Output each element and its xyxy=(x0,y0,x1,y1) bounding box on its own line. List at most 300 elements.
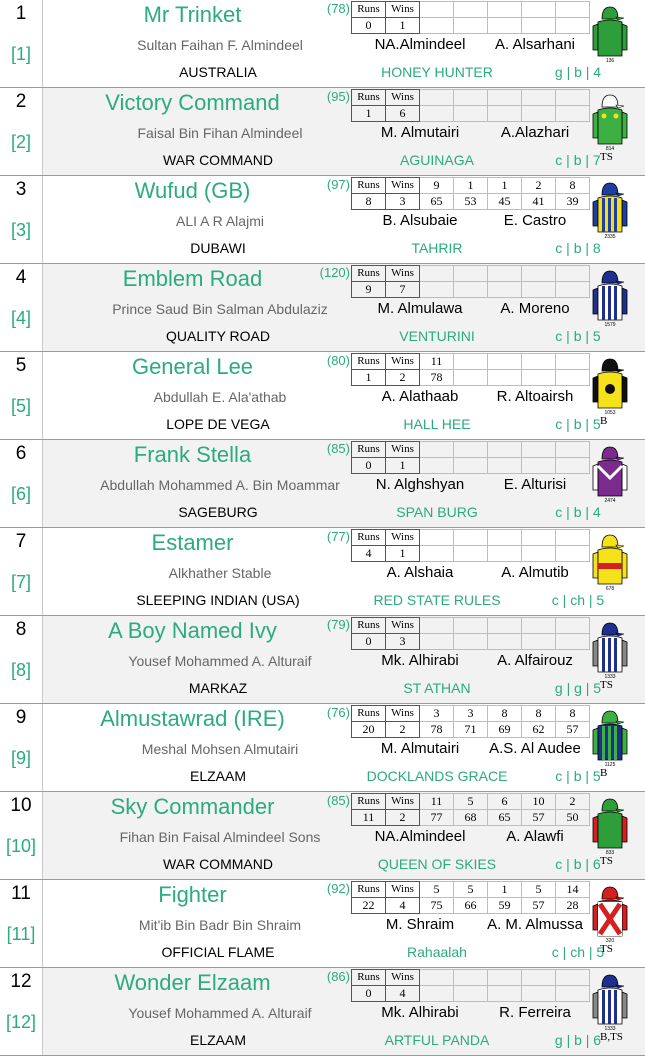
runs-header: Runs xyxy=(352,530,386,546)
horse-name[interactable]: Wufud (GB) xyxy=(134,178,251,203)
form-rating xyxy=(522,18,556,34)
wins-value: 1 xyxy=(386,458,420,474)
horse-rating: (92) xyxy=(326,881,350,896)
dam-name: AGUINAGA xyxy=(400,152,474,168)
horse-rating: (76) xyxy=(326,705,350,720)
form-position: 5 xyxy=(454,882,488,898)
draw-number: [9] xyxy=(10,748,31,768)
runner-row[interactable] xyxy=(0,0,645,88)
form-position: 5 xyxy=(420,882,454,898)
runs-header: Runs xyxy=(352,618,386,634)
form-rating: 71 xyxy=(454,722,488,738)
jockey-silks-icon xyxy=(590,268,630,328)
runner-details xyxy=(43,264,645,351)
form-rating: 66 xyxy=(454,898,488,914)
runner-row[interactable] xyxy=(0,176,645,264)
jockey-name[interactable]: M. Almutairi xyxy=(380,740,460,757)
draw-number: [8] xyxy=(10,660,31,680)
form-rating: 45 xyxy=(488,194,522,210)
wins-header: Wins xyxy=(386,970,420,986)
draw-number: [7] xyxy=(10,572,31,592)
runner-row[interactable] xyxy=(0,880,645,968)
wins-header: Wins xyxy=(386,794,420,810)
sex-colour-age: c | b | 8 xyxy=(555,240,601,256)
form-rating xyxy=(522,370,556,386)
form-rating xyxy=(488,18,522,34)
equipment-code: B xyxy=(600,415,608,427)
svg-text:814: 814 xyxy=(605,146,615,152)
form-rating xyxy=(454,282,488,298)
wins-header: Wins xyxy=(386,266,420,282)
form-rating: 28 xyxy=(556,898,590,914)
form-position xyxy=(522,354,556,370)
jockey-name[interactable]: NA.Almindeel xyxy=(374,828,466,845)
trainer-name[interactable]: R. Altoairsh xyxy=(496,388,574,405)
horse-name[interactable]: Fighter xyxy=(158,882,227,907)
dam-name: SPAN BURG xyxy=(396,504,478,520)
jockey-silks xyxy=(590,620,630,680)
jockey-name[interactable]: A. Alshaia xyxy=(386,564,454,581)
form-rating xyxy=(454,634,488,650)
wins-header: Wins xyxy=(386,2,420,18)
runs-value: 8 xyxy=(352,194,386,210)
sex-colour-age: g | g | 5 xyxy=(554,680,602,696)
jockey-name[interactable]: Mk. Alhirabi xyxy=(381,652,459,669)
sire-name: DUBAWI xyxy=(190,240,246,256)
form-rating xyxy=(454,370,488,386)
runner-row[interactable] xyxy=(0,440,645,528)
wins-header: Wins xyxy=(386,706,420,722)
dam-name: RED STATE RULES xyxy=(373,592,501,608)
jockey-silks-icon xyxy=(590,620,630,680)
sire-name: MARKAZ xyxy=(188,680,248,696)
horse-rating: (86) xyxy=(326,969,350,984)
sire-name: AUSTRALIA xyxy=(179,64,257,80)
saddle-cloth-number: 11 xyxy=(11,883,31,904)
form-position xyxy=(454,354,488,370)
jockey-silks xyxy=(590,884,630,944)
form-position: 11 xyxy=(420,354,454,370)
trainer-name[interactable]: A. Alfairouz xyxy=(497,652,573,669)
saddle-cloth-number: 8 xyxy=(15,619,27,640)
owner-name: ALI A R Alajmi xyxy=(176,213,264,229)
form-position xyxy=(420,970,454,986)
draw-number: [1] xyxy=(10,44,31,64)
svg-text:1579: 1579 xyxy=(604,322,616,328)
form-rating: 50 xyxy=(556,810,590,826)
jockey-silks-icon xyxy=(590,180,630,240)
jockey-silks xyxy=(590,356,630,416)
dam-name: HONEY HUNTER xyxy=(381,64,493,80)
jockey-silks-icon xyxy=(590,796,630,856)
runner-row[interactable] xyxy=(0,704,645,792)
jockey-silks xyxy=(590,708,630,768)
form-position xyxy=(454,530,488,546)
owner-name: Abdullah Mohammed A. Bin Moammar xyxy=(100,477,340,493)
svg-text:1333: 1333 xyxy=(604,1026,616,1032)
horse-name[interactable]: Emblem Road xyxy=(122,266,263,291)
form-rating xyxy=(488,370,522,386)
wins-value: 6 xyxy=(386,106,420,122)
horse-name[interactable]: Almustawrad (IRE) xyxy=(100,706,285,731)
svg-text:1125: 1125 xyxy=(604,762,616,768)
runs-header: Runs xyxy=(352,354,386,370)
form-position xyxy=(556,90,590,106)
owner-name: Yousef Mohammed A. Alturaif xyxy=(128,1005,312,1021)
form-position xyxy=(556,530,590,546)
form-rating: 62 xyxy=(522,722,556,738)
form-rating xyxy=(420,986,454,1002)
form-rating xyxy=(556,370,590,386)
draw-number: [12] xyxy=(5,1012,37,1032)
form-rating xyxy=(556,18,590,34)
wins-value: 1 xyxy=(386,18,420,34)
form-position xyxy=(522,970,556,986)
form-position xyxy=(488,90,522,106)
form-position: 8 xyxy=(556,706,590,722)
form-rating xyxy=(488,546,522,562)
trainer-name[interactable]: R. Ferreira xyxy=(499,1004,571,1021)
trainer-name[interactable]: E. Castro xyxy=(503,212,567,229)
horse-name[interactable]: General Lee xyxy=(131,354,254,379)
form-position: 3 xyxy=(420,706,454,722)
owner-name: Sultan Faihan F. Almindeel xyxy=(137,37,303,53)
form-rating xyxy=(556,986,590,1002)
runs-value: 9 xyxy=(352,282,386,298)
saddle-cloth-number: 9 xyxy=(15,707,27,728)
sex-colour-age: c | ch | 5 xyxy=(551,592,605,608)
form-rating xyxy=(556,634,590,650)
form-position xyxy=(556,354,590,370)
jockey-name[interactable]: NA.Almindeel xyxy=(374,36,466,53)
jockey-name[interactable]: M. Almutairi xyxy=(380,124,460,141)
trainer-name[interactable]: A.S. Al Audee xyxy=(489,740,581,757)
form-rating xyxy=(454,546,488,562)
form-position xyxy=(522,530,556,546)
form-rating: 75 xyxy=(420,898,454,914)
wins-value: 3 xyxy=(386,194,420,210)
sex-colour-age: c | b | 5 xyxy=(555,416,601,432)
form-position xyxy=(556,266,590,282)
wins-header: Wins xyxy=(386,882,420,898)
form-position: 3 xyxy=(454,706,488,722)
draw-number: [4] xyxy=(10,308,31,328)
svg-text:678: 678 xyxy=(605,586,615,592)
runs-header: Runs xyxy=(352,970,386,986)
svg-text:2474: 2474 xyxy=(604,498,616,504)
jockey-silks xyxy=(590,972,630,1032)
form-position xyxy=(420,90,454,106)
form-table xyxy=(351,353,590,386)
horse-rating: (78) xyxy=(326,1,350,16)
form-rating: 57 xyxy=(522,898,556,914)
sire-name: QUALITY ROAD xyxy=(166,328,270,344)
form-position xyxy=(488,2,522,18)
jockey-name[interactable]: M. Almulawa xyxy=(377,300,463,317)
sex-colour-age: c | b | 6 xyxy=(555,856,601,872)
runner-details xyxy=(43,528,645,615)
trainer-name[interactable]: E. Alturisi xyxy=(503,476,567,493)
runs-value: 0 xyxy=(352,634,386,650)
form-position: 8 xyxy=(522,706,556,722)
svg-text:2335: 2335 xyxy=(604,234,616,240)
form-rating xyxy=(420,458,454,474)
runs-value: 4 xyxy=(352,546,386,562)
equipment-code: TS xyxy=(600,943,613,955)
dam-name: ARTFUL PANDA xyxy=(384,1032,490,1048)
jockey-silks-icon xyxy=(590,708,630,768)
saddle-cloth-number: 6 xyxy=(15,443,27,464)
saddle-cloth-number: 2 xyxy=(15,91,27,112)
runner-details xyxy=(43,440,645,527)
runner-row[interactable] xyxy=(0,968,645,1056)
runs-header: Runs xyxy=(352,794,386,810)
runner-row[interactable] xyxy=(0,792,645,880)
trainer-name[interactable]: A. M. Almussa xyxy=(487,916,583,933)
sex-colour-age: c | b | 7 xyxy=(555,152,601,168)
owner-name: Meshal Mohsen Almutairi xyxy=(141,741,299,757)
form-position: 1 xyxy=(488,178,522,194)
wins-header: Wins xyxy=(386,90,420,106)
trainer-name[interactable]: A. Alsarhani xyxy=(494,36,576,53)
wins-header: Wins xyxy=(386,354,420,370)
sire-name: OFFICIAL FLAME xyxy=(161,944,275,960)
form-rating xyxy=(556,282,590,298)
trainer-name[interactable]: A. Almutib xyxy=(501,564,569,581)
horse-name[interactable]: Wonder Elzaam xyxy=(114,970,271,995)
jockey-silks-icon xyxy=(590,444,630,504)
form-rating xyxy=(488,634,522,650)
jockey-silks-icon xyxy=(590,92,630,152)
dam-name: ST ATHAN xyxy=(403,680,471,696)
runs-value: 11 xyxy=(352,810,386,826)
sire-name: SAGEBURG xyxy=(178,504,258,520)
wins-value: 4 xyxy=(386,986,420,1002)
jockey-name[interactable]: M. Shraim xyxy=(385,916,455,933)
form-rating xyxy=(420,18,454,34)
runner-row[interactable] xyxy=(0,528,645,616)
horse-rating: (97) xyxy=(326,177,350,192)
form-position xyxy=(556,442,590,458)
form-position xyxy=(522,2,556,18)
draw-number: [11] xyxy=(6,924,36,944)
runner-details xyxy=(43,352,645,439)
form-position xyxy=(488,442,522,458)
jockey-silks-icon xyxy=(590,972,630,1032)
draw-number: [5] xyxy=(10,396,31,416)
svg-text:320: 320 xyxy=(605,938,615,944)
runner-number-column xyxy=(0,792,43,879)
wins-value: 7 xyxy=(386,282,420,298)
owner-name: Abdullah E. Ala'athab xyxy=(153,389,287,405)
form-table xyxy=(351,89,590,122)
form-position: 6 xyxy=(488,794,522,810)
horse-name[interactable]: A Boy Named Ivy xyxy=(108,618,277,643)
sex-colour-age: c | b | 5 xyxy=(555,328,601,344)
runs-value: 0 xyxy=(352,986,386,1002)
form-position xyxy=(522,618,556,634)
dam-name: HALL HEE xyxy=(403,416,471,432)
form-table xyxy=(351,265,590,298)
form-position xyxy=(488,354,522,370)
sex-colour-age: c | ch | 5 xyxy=(551,944,605,960)
form-position: 1 xyxy=(454,178,488,194)
draw-number: [2] xyxy=(10,132,31,152)
sex-colour-age: c | b | 4 xyxy=(555,504,601,520)
form-rating xyxy=(454,106,488,122)
form-rating xyxy=(522,634,556,650)
horse-rating: (95) xyxy=(326,89,350,104)
sire-name: ELZAAM xyxy=(189,1032,246,1048)
form-position xyxy=(488,266,522,282)
form-rating xyxy=(420,282,454,298)
runs-header: Runs xyxy=(352,2,386,18)
form-table xyxy=(351,881,590,914)
sire-name: WAR COMMAND xyxy=(163,152,273,168)
saddle-cloth-number: 1 xyxy=(15,3,27,24)
wins-header: Wins xyxy=(386,178,420,194)
form-position xyxy=(522,442,556,458)
form-position: 1 xyxy=(488,882,522,898)
sire-name: ELZAAM xyxy=(189,768,246,784)
runs-value: 0 xyxy=(352,458,386,474)
form-position xyxy=(454,90,488,106)
form-position xyxy=(454,970,488,986)
form-rating xyxy=(522,458,556,474)
runner-details xyxy=(43,880,645,967)
dam-name: QUEEN OF SKIES xyxy=(377,856,497,872)
runner-row[interactable] xyxy=(0,88,645,176)
saddle-cloth-number: 3 xyxy=(15,179,27,200)
form-rating xyxy=(420,106,454,122)
form-position: 8 xyxy=(556,178,590,194)
form-table xyxy=(351,177,590,210)
runs-value: 0 xyxy=(352,18,386,34)
saddle-cloth-number: 7 xyxy=(15,531,27,552)
form-rating: 59 xyxy=(488,898,522,914)
runner-number-column xyxy=(0,968,43,1055)
svg-text:1333: 1333 xyxy=(604,674,616,680)
saddle-cloth-number: 5 xyxy=(15,355,27,376)
wins-value: 2 xyxy=(386,722,420,738)
jockey-name[interactable]: Mk. Alhirabi xyxy=(381,1004,459,1021)
trainer-name[interactable]: A. Moreno xyxy=(500,300,570,317)
jockey-silks xyxy=(590,92,630,152)
wins-value: 2 xyxy=(386,370,420,386)
form-rating xyxy=(488,282,522,298)
horse-name[interactable]: Mr Trinket xyxy=(143,2,242,27)
wins-header: Wins xyxy=(386,530,420,546)
jockey-name[interactable]: A. Alathaab xyxy=(381,388,459,405)
sire-name: WAR COMMAND xyxy=(163,856,273,872)
form-position xyxy=(454,2,488,18)
wins-value: 4 xyxy=(386,898,420,914)
horse-name[interactable]: Frank Stella xyxy=(133,442,252,467)
form-position: 2 xyxy=(556,794,590,810)
jockey-silks xyxy=(590,180,630,240)
form-rating: 77 xyxy=(420,810,454,826)
horse-name[interactable]: Estamer xyxy=(151,530,234,555)
form-rating xyxy=(488,458,522,474)
form-rating: 68 xyxy=(454,810,488,826)
runner-details xyxy=(43,968,645,1055)
equipment-code: B,TS xyxy=(600,1031,623,1043)
trainer-name[interactable]: A. Alawfi xyxy=(506,828,564,845)
draw-number: [3] xyxy=(10,220,31,240)
draw-number: [6] xyxy=(10,484,31,504)
owner-name: Yousef Mohammed A. Alturaif xyxy=(128,653,312,669)
runner-row[interactable] xyxy=(0,616,645,704)
form-rating: 78 xyxy=(420,370,454,386)
form-rating xyxy=(420,546,454,562)
dam-name: DOCKLANDS GRACE xyxy=(366,768,508,784)
trainer-name[interactable]: A.Alazhari xyxy=(500,124,570,141)
wins-header: Wins xyxy=(386,442,420,458)
sire-name: LOPE DE VEGA xyxy=(166,416,270,432)
form-rating: 57 xyxy=(556,722,590,738)
form-position xyxy=(488,970,522,986)
form-rating: 65 xyxy=(488,810,522,826)
runs-value: 1 xyxy=(352,370,386,386)
form-rating xyxy=(522,106,556,122)
runner-number-column xyxy=(0,352,43,439)
runs-value: 22 xyxy=(352,898,386,914)
saddle-cloth-number: 4 xyxy=(15,267,27,288)
form-position: 8 xyxy=(488,706,522,722)
runs-header: Runs xyxy=(352,882,386,898)
form-table xyxy=(351,529,590,562)
form-position xyxy=(420,442,454,458)
form-rating: 57 xyxy=(522,810,556,826)
horse-name[interactable]: Sky Commander xyxy=(110,794,275,819)
form-rating xyxy=(522,986,556,1002)
runner-number-column xyxy=(0,176,43,263)
runner-number-column xyxy=(0,88,43,175)
form-rating: 69 xyxy=(488,722,522,738)
jockey-name[interactable]: B. Alsubaie xyxy=(382,212,458,229)
equipment-code: TS xyxy=(600,151,613,163)
jockey-silks-icon xyxy=(590,532,630,592)
saddle-cloth-number: 10 xyxy=(10,795,32,816)
runner-details xyxy=(43,176,645,263)
form-table xyxy=(351,793,590,826)
sex-colour-age: c | b | 5 xyxy=(555,768,601,784)
svg-text:136: 136 xyxy=(605,58,615,64)
runner-row[interactable] xyxy=(0,264,645,352)
wins-value: 3 xyxy=(386,634,420,650)
jockey-name[interactable]: N. Alghshyan xyxy=(375,476,465,493)
owner-name: Alkhather Stable xyxy=(168,565,272,581)
form-table xyxy=(351,969,590,1002)
form-rating: 65 xyxy=(420,194,454,210)
form-rating xyxy=(556,106,590,122)
form-position xyxy=(556,618,590,634)
jockey-silks xyxy=(590,532,630,592)
jockey-silks xyxy=(590,444,630,504)
sex-colour-age: g | b | 4 xyxy=(554,64,602,80)
form-position: 2 xyxy=(522,178,556,194)
horse-name[interactable]: Victory Command xyxy=(105,90,280,115)
form-position xyxy=(488,530,522,546)
equipment-code: B xyxy=(600,767,608,779)
runner-number-column xyxy=(0,880,43,967)
owner-name: Fihan Bin Faisal Almindeel Sons xyxy=(119,829,321,845)
horse-rating: (85) xyxy=(326,441,350,456)
form-rating xyxy=(420,634,454,650)
form-position xyxy=(556,2,590,18)
runner-row[interactable] xyxy=(0,352,645,440)
runner-details xyxy=(43,704,645,791)
